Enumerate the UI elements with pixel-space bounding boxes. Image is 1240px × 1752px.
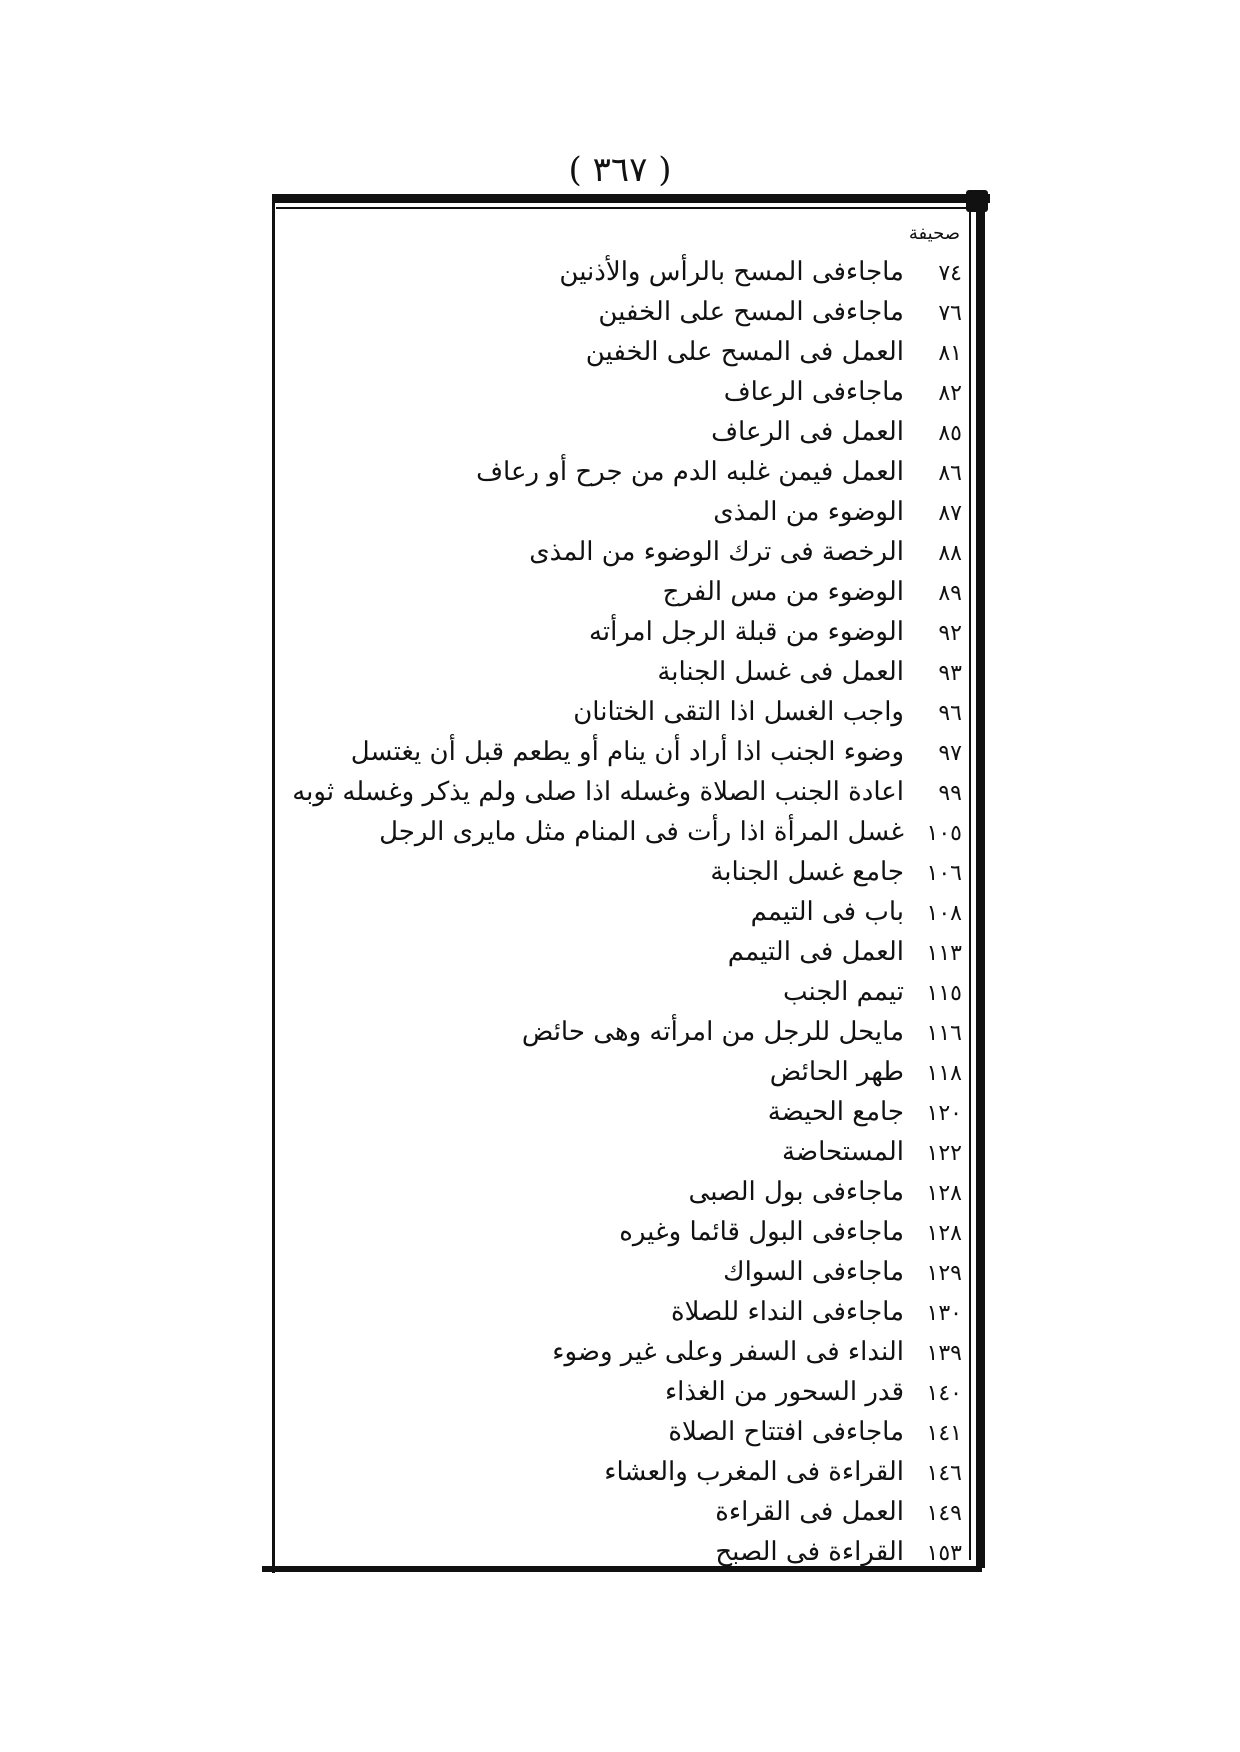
toc-entry — [300, 332, 962, 372]
toc-page-number: ١٢٩ — [926, 1261, 962, 1286]
toc-title: العمل فيمن غلبه الدم من جرح أو رعاف — [476, 457, 904, 487]
toc-page-number: ٨٧ — [938, 501, 962, 526]
toc-page-number: ١١٦ — [926, 1021, 962, 1046]
toc-page-number: ٩٦ — [938, 701, 962, 726]
toc-title: باب فى التيمم — [750, 897, 904, 927]
toc-page-number: ٨٩ — [938, 581, 962, 606]
page-number: ( ٣٦٧ ) — [568, 150, 672, 190]
toc-title: اعادة الجنب الصلاة وغسله اذا صلى ولم يذكر وغسله ثوبه — [292, 777, 904, 807]
toc-title: العمل فى الرعاف — [711, 417, 904, 447]
toc-title: تيمم الجنب — [783, 977, 904, 1007]
toc-entry — [300, 252, 962, 292]
toc-entry — [300, 1372, 962, 1412]
toc-page-number: ٩٢ — [938, 621, 962, 646]
toc-page-number: ١٢٨ — [926, 1181, 962, 1206]
toc-entry — [292, 772, 962, 812]
toc-entry — [300, 972, 962, 1012]
toc-page-number: ٨٢ — [938, 381, 962, 406]
page-column-header: صحيفة — [908, 223, 960, 244]
toc-page-number: ٨١ — [938, 341, 962, 366]
toc-title: ماجاءفى المسح على الخفين — [598, 297, 904, 327]
toc-entry — [300, 452, 962, 492]
toc-entry — [300, 932, 962, 972]
toc-title: الرخصة فى ترك الوضوء من المذى — [529, 537, 904, 567]
toc-entry — [300, 692, 962, 732]
toc-title: العمل فى غسل الجنابة — [657, 657, 904, 687]
toc-entry — [300, 1052, 962, 1092]
toc-page-number: ١١٣ — [926, 941, 962, 966]
toc-page-number: ١٠٥ — [926, 821, 962, 846]
toc-entry — [300, 412, 962, 452]
toc-entry — [300, 1452, 962, 1492]
toc-title: ماجاءفى افتتاح الصلاة — [668, 1417, 904, 1447]
toc-title: ماجاءفى البول قائما وغيره — [619, 1217, 904, 1247]
toc-title: ماجاءفى النداء للصلاة — [671, 1297, 904, 1327]
toc-title: العمل فى القراءة — [715, 1497, 904, 1527]
toc-page-number: ١٣٩ — [926, 1341, 962, 1366]
toc-page-number: ١٤٠ — [926, 1381, 962, 1406]
toc-entry — [300, 292, 962, 332]
toc-entry — [300, 652, 962, 692]
toc-entry — [300, 892, 962, 932]
toc-title: ماجاءفى بول الصبى — [688, 1177, 904, 1207]
toc-page-number: ٩٧ — [938, 741, 962, 766]
toc-page-number: ٩٩ — [938, 781, 962, 806]
toc-page-number: ١٢٢ — [926, 1141, 962, 1166]
toc-entry — [300, 492, 962, 532]
toc-entry — [300, 1412, 962, 1452]
toc-entry — [300, 572, 962, 612]
toc-title: وضوء الجنب اذا أراد أن ينام أو يطعم قبل أن يغتسل — [350, 737, 904, 767]
toc-entry — [300, 1092, 962, 1132]
toc-title: الوضوء من المذى — [713, 497, 904, 527]
toc-title: القراءة فى المغرب والعشاء — [604, 1457, 904, 1487]
toc-entry — [300, 1172, 962, 1212]
toc-title: قدر السحور من الغذاء — [664, 1377, 904, 1407]
toc-title: القراءة فى الصبح — [715, 1537, 904, 1567]
toc-page-number: ١١٨ — [926, 1061, 962, 1086]
toc-page-number: ٨٦ — [938, 461, 962, 486]
toc-title: جامع غسل الجنابة — [710, 857, 904, 887]
toc-entry — [300, 1012, 962, 1052]
toc-entry — [300, 372, 962, 412]
toc-title: الوضوء من قبلة الرجل امرأته — [588, 617, 904, 647]
toc-title: جامع الحيضة — [767, 1097, 904, 1127]
toc-page-number: ٧٦ — [938, 301, 962, 326]
toc-entry — [300, 1332, 962, 1372]
toc-page-number: ١٠٨ — [926, 901, 962, 926]
toc-page-number: ١٤٦ — [926, 1461, 962, 1486]
toc-title: ماجاءفى المسح بالرأس والأذنين — [559, 257, 904, 287]
toc-title: المستحاضة — [782, 1137, 904, 1167]
frame-left-border — [272, 198, 275, 1573]
frame-right-inner-border — [969, 205, 971, 1560]
frame-right-border — [976, 196, 985, 1568]
toc-title: النداء فى السفر وعلى غير وضوء — [552, 1337, 904, 1367]
toc-page-number: ١٠٦ — [926, 861, 962, 886]
frame-top-inner-border — [276, 207, 982, 209]
toc-page-number: ١١٥ — [926, 981, 962, 1006]
toc-title: طهر الحائض — [769, 1057, 904, 1087]
toc-page-number: ٨٨ — [938, 541, 962, 566]
toc-page-number: ٩٣ — [938, 661, 962, 686]
toc-entry — [300, 1492, 962, 1532]
frame-top-border — [272, 194, 990, 203]
toc-entry — [300, 732, 962, 772]
toc-entry — [300, 1292, 962, 1332]
toc-entry — [300, 1132, 962, 1172]
toc-title: الوضوء من مس الفرج — [662, 577, 904, 607]
toc-title: العمل فى المسح على الخفين — [585, 337, 904, 367]
toc-title: واجب الغسل اذا التقى الختانان — [573, 697, 904, 727]
table-of-contents — [292, 252, 962, 1572]
toc-page-number: ١٢٨ — [926, 1221, 962, 1246]
toc-page-number: ٧٤ — [938, 261, 962, 286]
toc-page-number: ١٢٠ — [926, 1101, 962, 1126]
toc-title: غسل المرأة اذا رأت فى المنام مثل مايرى الرجل — [379, 817, 904, 847]
toc-page-number: ١٥٣ — [926, 1541, 962, 1566]
toc-entry — [300, 1212, 962, 1252]
toc-page-number: ١٤١ — [926, 1421, 962, 1446]
toc-page-number: ٨٥ — [938, 421, 962, 446]
toc-title: مايحل للرجل من امرأته وهى حائض — [521, 1017, 904, 1047]
toc-entry — [300, 1252, 962, 1292]
toc-title: ماجاءفى السواك — [723, 1257, 904, 1287]
toc-entry — [300, 852, 962, 892]
toc-page-number: ١٤٩ — [926, 1501, 962, 1526]
toc-entry — [300, 812, 962, 852]
toc-page-number: ١٣٠ — [926, 1301, 962, 1326]
toc-entry — [300, 612, 962, 652]
toc-title: ماجاءفى الرعاف — [723, 377, 904, 407]
toc-title: العمل فى التيمم — [727, 937, 904, 967]
toc-entry — [300, 532, 962, 572]
toc-entry — [300, 1532, 962, 1572]
